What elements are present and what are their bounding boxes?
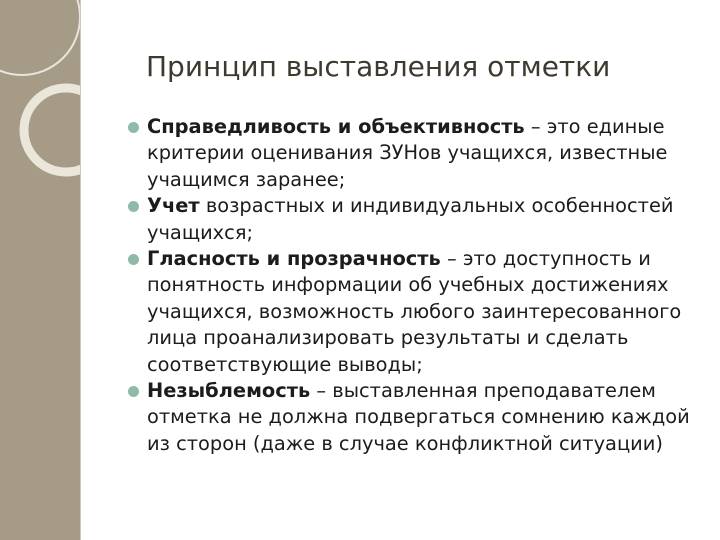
sidebar-edge-divider [80,0,81,540]
decorative-circle-large [0,0,80,75]
bullet-dot-icon [128,201,139,212]
bullet-dot-icon [128,386,139,397]
bullet-text: возрастных и индивидуальных особенностей учащихся; [147,194,674,244]
bullet-item-immutability [128,378,714,457]
bullet-text: – это единые критерии оценивания ЗУНов учащихся, известные учащимся заранее; [147,115,668,191]
bullet-text: – выставленная преподавателем отметка не должна подвергаться сомнению каждой из сторон (даже в случае конфликтной ситуации) [147,379,690,455]
decorative-circle-small [24,88,80,172]
bullet-list [128,114,714,457]
bullet-lead: Справедливость и объективность [147,115,525,138]
bullet-dot-icon [128,122,139,133]
bullet-lead: Гласность и прозрачность [147,247,441,271]
bullet-lead: Незыблемость [147,379,311,403]
bullet-item-accounting [128,193,714,246]
bullet-item-transparency [128,246,714,378]
slide-title: Принцип выставления отметки [146,50,611,83]
decorative-sidebar [0,0,80,540]
bullet-item-fairness [128,114,714,193]
decorative-circles [0,0,80,540]
bullet-lead: Учет [147,194,200,218]
bullet-text: – это доступность и понятность информации об учебных достижениях учащихся, возможность любого заинтересованного лица проанализировать результаты и сделать соответствующие выводы; [147,247,682,376]
bullet-dot-icon [128,254,139,265]
